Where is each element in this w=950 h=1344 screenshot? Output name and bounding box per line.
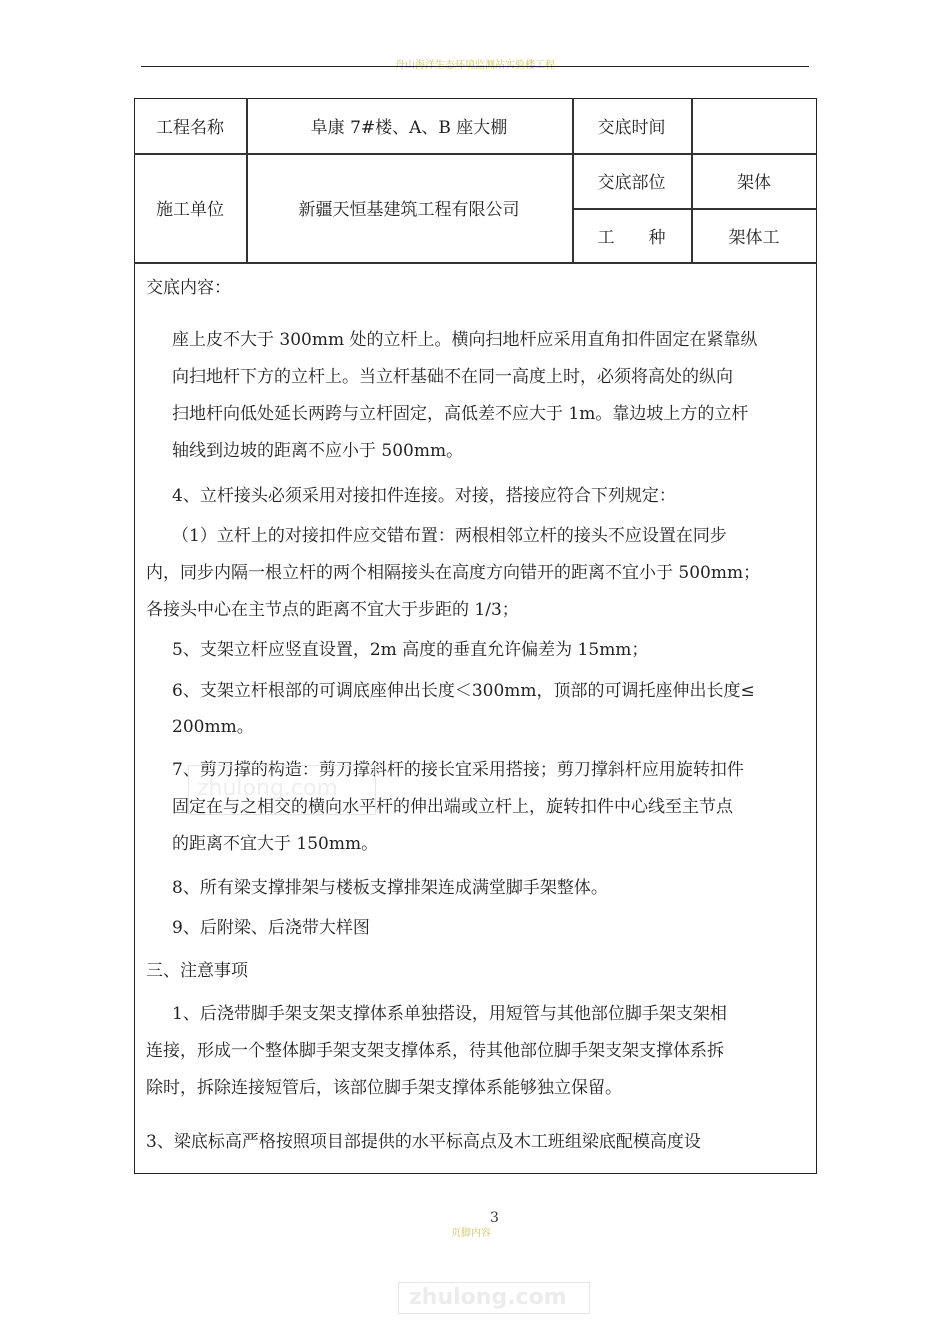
table-hline-3 xyxy=(134,262,817,264)
watermark-text: zhulong.com xyxy=(197,776,338,801)
content-line: 各接头中心在主节点的距离不宜大于步距的 1/3； xyxy=(146,600,519,620)
contractor-label: 施工单位 xyxy=(156,200,224,220)
content-heading: 交底内容： xyxy=(146,278,231,298)
content-line: 200mm。 xyxy=(172,717,254,737)
content-line: （1）立杆上的对接扣件应交错布置：两根相邻立杆的接头不应设置在同步 xyxy=(172,526,727,546)
content-line: 8、所有梁支撑排架与楼板支撑排架连成满堂脚手架整体。 xyxy=(172,878,608,898)
handover-time-value xyxy=(691,98,817,153)
project-name-label: 工程名称 xyxy=(156,118,224,138)
content-line: 3、梁底标高严格按照项目部提供的水平标高点及木工班组梁底配模高度设 xyxy=(146,1132,701,1152)
trade-value: 架体工 xyxy=(728,227,780,248)
content-line: 5、支架立杆应竖直设置，2m 高度的垂直允许偏差为 15mm； xyxy=(172,640,649,660)
header-divider xyxy=(141,66,809,67)
project-name-value: 阜康 7#楼、A、B 座大棚 xyxy=(310,118,508,138)
handover-part-label: 交底部位 xyxy=(597,173,666,193)
content-line: 轴线到边坡的距离不应小于 500mm。 xyxy=(172,441,464,461)
watermark-logo xyxy=(188,765,376,815)
content-line: 扫地杆向低处延长两跨与立杆固定，高低差不应大于 1m。靠边坡上方的立杆 xyxy=(172,404,749,424)
content-line: 座上皮不大于 300mm 处的立杆上。横向扫地杆应采用直角扣件固定在紧靠纵 xyxy=(172,330,758,350)
page-number: 3 xyxy=(490,1210,499,1226)
notes-heading: 三、注意事项 xyxy=(146,961,248,981)
content-line: 固定在与之相交的横向水平杆的伸出端或立杆上，旋转扣件中心线至主节点 xyxy=(172,797,733,817)
footer-watermark xyxy=(398,1282,590,1314)
contractor-value: 新疆天恒基建筑工程有限公司 xyxy=(298,200,520,220)
trade-label: 工 种 xyxy=(597,227,666,248)
handover-time-label: 交底时间 xyxy=(597,118,666,138)
content-line: 4、立杆接头必须采用对接扣件连接。对接，搭接应符合下列规定： xyxy=(172,486,676,506)
content-line: 内，同步内隔一根立杆的两个相隔接头在高度方向错开的距离不宜小于 500mm； xyxy=(146,563,761,583)
page-header-title: 舟山海洋生态环境监测站实验楼工程 xyxy=(395,60,555,71)
handover-part-value: 架体 xyxy=(737,173,771,193)
content-line: 6、支架立杆根部的可调底座伸出长度＜300mm，顶部的可调托座伸出长度≤ xyxy=(172,681,755,701)
content-line: 9、后附梁、后浇带大样图 xyxy=(172,918,370,938)
content-line: 向扫地杆下方的立杆上。当立杆基础不在同一高度上时，必须将高处的纵向 xyxy=(172,367,733,387)
footer-label: 页脚内容 xyxy=(451,1228,491,1239)
content-line: 1、后浇带脚手架支架支撑体系单独搭设，用短管与其他部位脚手架支架相 xyxy=(172,1004,727,1024)
content-line: 除时，拆除连接短管后，该部位脚手架支撑体系能够独立保留。 xyxy=(146,1078,622,1098)
content-line: 连接，形成一个整体脚手架支架支撑体系，待其他部位脚手架支架支撑体系拆 xyxy=(146,1041,724,1061)
content-line: 的距离不宜大于 150mm。 xyxy=(172,834,379,854)
footer-watermark-text: zhulong.com xyxy=(409,1285,567,1310)
content-line: 7、剪刀撑的构造：剪刀撑斜杆的接长宜采用搭接；剪刀撑斜杆应用旋转扣件 xyxy=(172,760,744,780)
